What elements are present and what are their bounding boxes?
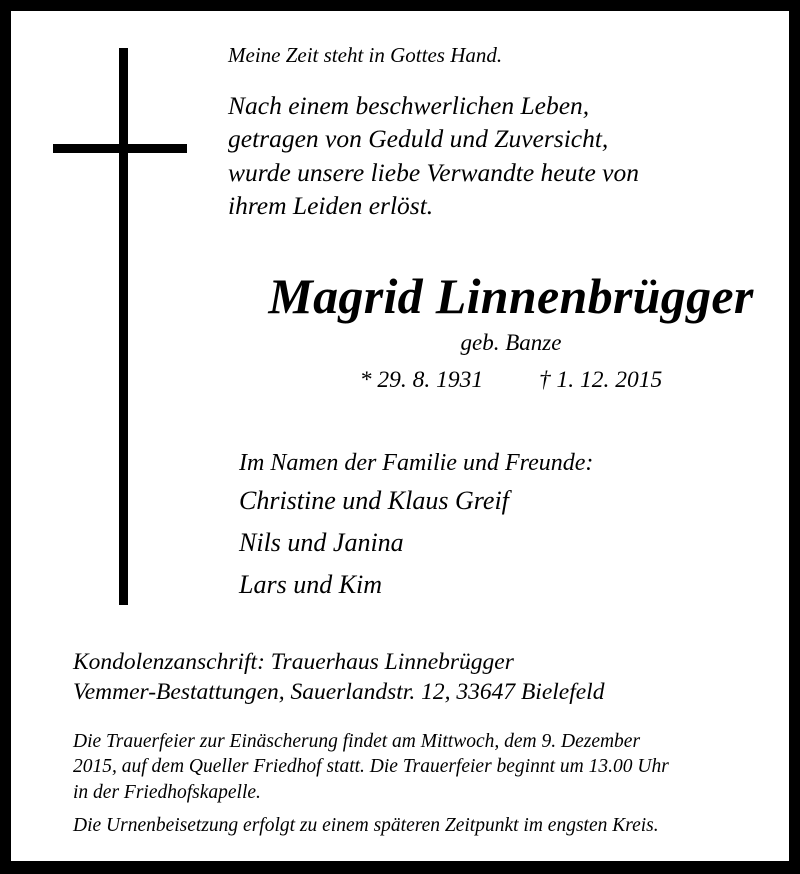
cross-vertical-bar (119, 48, 128, 605)
family-member: Christine und Klaus Greif (239, 486, 509, 515)
cross-horizontal-bar (53, 144, 187, 153)
ceremony-line-2: 2015, auf dem Queller Friedhof statt. Die Trauerfeier beginnt um 13.00 Uhr (73, 756, 669, 778)
intro-text (228, 89, 788, 222)
ceremony-line-3: in der Friedhofskapelle. (73, 781, 261, 803)
condolence-line-2: Vemmer-Bestattungen, Sauerlandstr. 12, 33647 Bielefeld (73, 679, 605, 706)
family-member: Lars und Kim (239, 570, 383, 599)
family-intro-text: Im Namen der Familie und Freunde: (239, 450, 594, 476)
death-date: 1. 12. 2015 (556, 366, 663, 393)
life-dates (228, 366, 789, 394)
intro-line-3: wurde unsere liebe Verwandte heute von (228, 157, 639, 187)
christian-cross-icon (53, 48, 198, 608)
interment-details (73, 813, 763, 838)
intro-line-4: ihrem Leiden erlöst. (228, 190, 434, 220)
intro-line-2: getragen von Geduld und Zuversicht, (228, 124, 609, 154)
epitaph-text: Meine Zeit steht in Gottes Hand. (228, 43, 503, 67)
deceased-name: Magrid Linnenbrügger (268, 268, 754, 324)
maiden-name: geb. Banze (460, 330, 562, 355)
deceased-section (228, 269, 789, 394)
ceremony-details (73, 729, 763, 805)
ceremony-line-1: Die Trauerfeier zur Einäscherung findet am Mittwoch, dem 9. Dezember (73, 731, 641, 752)
condolence-line-1: Kondolenzanschrift: Trauerhaus Linnebrügger (73, 649, 514, 675)
death-symbol: † (538, 366, 551, 393)
funeral-details-section (73, 729, 763, 838)
interment-line: Die Urnenbeisetzung erfolgt zu einem späteren Zeitpunkt im engsten Kreis. (73, 815, 659, 837)
family-section (239, 451, 759, 598)
obituary-card (11, 11, 789, 861)
birth-date: 29. 8. 1931 (377, 366, 484, 393)
family-member: Nils und Janina (239, 528, 404, 557)
intro-section (228, 42, 788, 222)
birth-symbol: * (359, 366, 372, 393)
condolence-address-section (73, 647, 763, 707)
intro-line-1: Nach einem beschwerlichen Leben, (228, 91, 590, 121)
